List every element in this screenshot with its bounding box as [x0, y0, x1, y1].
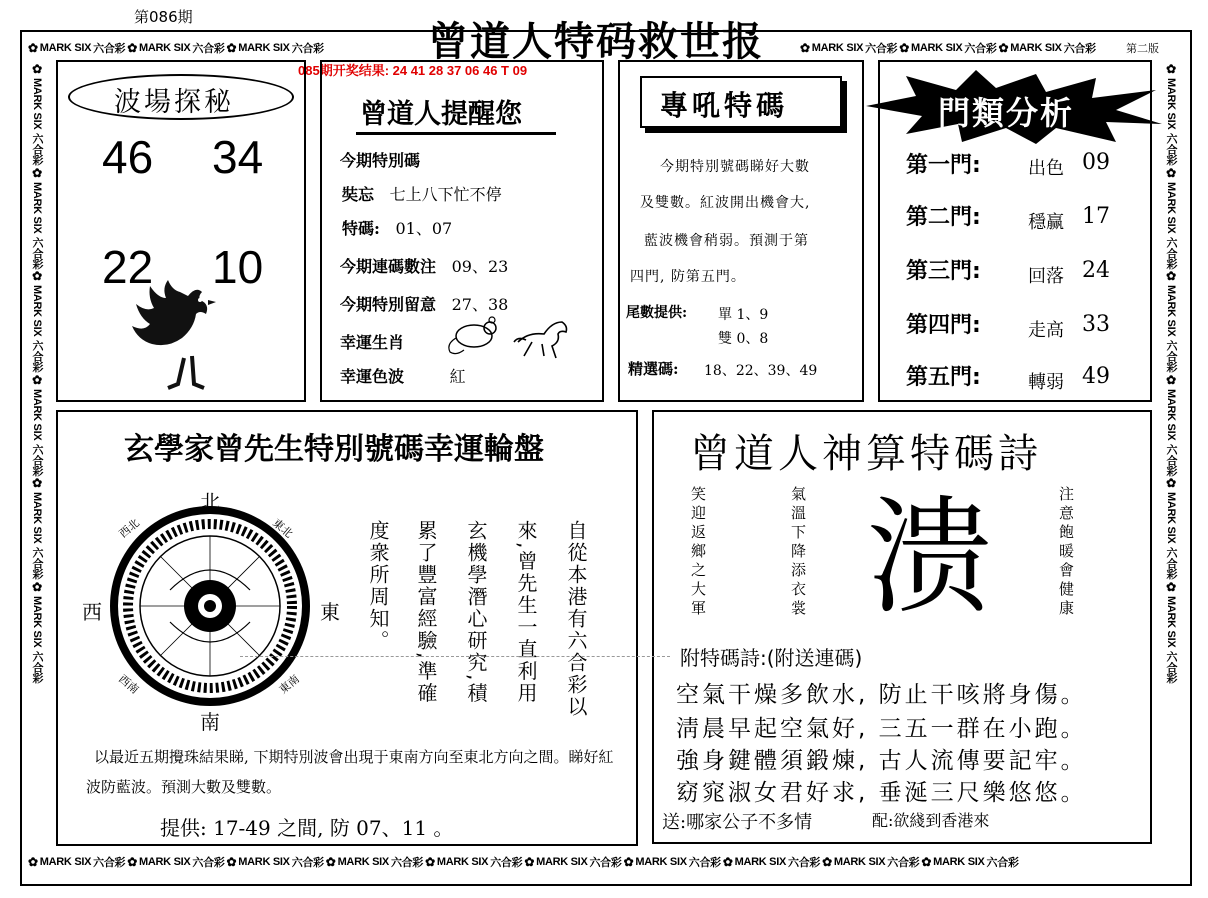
remind-row-label: 今期特別留意 — [340, 295, 437, 314]
brand-text-en: MARK SIX — [635, 856, 687, 868]
door-desc-1: 出色 — [1028, 158, 1064, 179]
border-strip-left — [26, 62, 48, 848]
remind-row-label: 奘忘 — [342, 185, 375, 204]
remind-row-4 — [340, 254, 508, 277]
tail-label: 尾數提供: — [626, 305, 688, 321]
brand-text-cn: 六合彩 — [291, 43, 324, 55]
direction-south: 南 — [200, 710, 220, 734]
door-num-1: 09 — [1082, 150, 1110, 175]
rooster-icon — [118, 278, 238, 398]
flower-icon: ✿ — [623, 855, 634, 869]
brand-text-cn: 六合彩 — [31, 547, 43, 580]
flower-icon: ✿ — [1166, 372, 1176, 387]
selected-label: 精選碼: — [628, 360, 679, 378]
direction-north: 北 — [200, 490, 220, 514]
edition-label: 第二版 — [1126, 42, 1159, 55]
remind-row-label: 今期連碼數注 — [340, 257, 437, 276]
door-num-5: 49 — [1082, 364, 1110, 389]
special-line-2: 及雙數。紅波開出機會大, — [640, 195, 811, 211]
wheel-footer: 提供: 17-49 之間, 防 07、11 。 — [160, 816, 454, 840]
wave-number-3: 22 — [102, 241, 154, 293]
door-row-3 — [906, 254, 981, 285]
border-strip-top-left — [26, 38, 418, 58]
brand-text-cn: 六合彩 — [390, 857, 424, 869]
flower-icon: ✿ — [1166, 269, 1176, 283]
wheel-column-3: 玄機學潛心研究,積 — [464, 520, 488, 705]
brand-text-cn: 六合彩 — [31, 133, 43, 166]
poem-side-column-3: 注意飽暖會健康 — [1057, 486, 1075, 619]
wave-number-4: 10 — [212, 241, 264, 293]
door-label: 第二門: — [906, 205, 981, 230]
brand-text-en: MARK SIX — [1165, 595, 1177, 647]
brand-text-en: MARK SIX — [536, 856, 588, 868]
flower-icon: ✿ — [524, 855, 535, 869]
flower-icon: ✿ — [722, 855, 733, 869]
border-strip-bottom — [26, 852, 1186, 872]
special-line-4: 四門, 防第五門。 — [630, 269, 746, 285]
brand-text-cn: 六合彩 — [31, 236, 43, 269]
brand-text-en: MARK SIX — [337, 856, 389, 868]
border-strip-right — [1160, 62, 1182, 848]
special-line-3: 藍波機會稍弱。預測于第 — [644, 233, 809, 249]
remind-row-value: 紅 — [449, 367, 466, 386]
special-line-1: 今期特別號碼睇好大數 — [660, 159, 810, 175]
issue-label: 第086期 — [134, 8, 193, 26]
wave-number-2: 34 — [212, 131, 264, 183]
brand-text-cn: 六合彩 — [93, 43, 126, 55]
flower-icon: ✿ — [1166, 165, 1176, 180]
flower-icon: ✿ — [1166, 476, 1176, 490]
poem-line-3: 強身鍵體須鍛煉, 古人流傳要記牢。 — [676, 748, 1087, 774]
direction-southeast: 東南 — [276, 672, 302, 697]
wave-title: 波場探秘 — [114, 87, 234, 118]
poem-line-2: 淸晨早起空氣好, 三五一群在小跑。 — [676, 716, 1087, 742]
brand-text-en: MARK SIX — [31, 492, 43, 544]
brand-text-en: MARK SIX — [31, 285, 43, 337]
brand-text-en: MARK SIX — [933, 856, 985, 868]
brand-text-cn: 六合彩 — [986, 857, 1019, 869]
flower-icon: ✿ — [899, 41, 910, 55]
brand-text-en: MARK SIX — [1165, 78, 1177, 130]
direction-northwest: 西北 — [116, 516, 142, 541]
brand-text-en: MARK SIX — [39, 42, 92, 54]
poem-gift: 送:哪家公子不多情 — [662, 812, 813, 833]
door-desc-2: 穩赢 — [1028, 212, 1064, 233]
poem-title: 曾道人神算特碼詩 — [690, 431, 1042, 477]
flower-icon: ✿ — [32, 269, 42, 283]
brand-text-cn: 六合彩 — [1063, 43, 1096, 55]
remind-row-value: 七上八下忙不停 — [389, 185, 502, 204]
brand-text-en: MARK SIX — [1165, 492, 1177, 544]
brand-text-cn: 六合彩 — [93, 857, 126, 869]
previous-result-line: 085期开奖结果: 24 41 28 37 06 46 T 09 — [298, 63, 528, 78]
brand-text-cn: 六合彩 — [192, 43, 225, 55]
brand-text-en: MARK SIX — [1165, 285, 1177, 337]
brand-text-en: MARK SIX — [1010, 42, 1062, 54]
poem-big-character: 溃 — [866, 484, 992, 631]
wheel-title: 玄學家曾先生特別號碼幸運輪盤 — [124, 432, 544, 467]
wave-number-1: 46 — [102, 131, 154, 183]
brand-text-cn: 六合彩 — [788, 857, 821, 869]
flower-icon: ✿ — [127, 41, 138, 55]
brand-text-en: MARK SIX — [833, 856, 886, 868]
flower-icon: ✿ — [822, 855, 832, 869]
door-num-3: 24 — [1082, 258, 1110, 283]
door-row-2 — [906, 200, 981, 231]
remind-row-2 — [342, 182, 502, 205]
doors-title: 門類分析 — [938, 94, 1075, 132]
door-desc-3: 回落 — [1028, 266, 1064, 287]
remind-row-label: 幸運色波 — [340, 367, 405, 386]
brand-text-cn: 六合彩 — [1165, 340, 1177, 373]
brand-text-cn: 六合彩 — [490, 857, 523, 869]
remind-title: 曾道人提醒您 — [360, 99, 522, 130]
flower-icon: ✿ — [32, 165, 42, 180]
door-desc-4: 走高 — [1028, 320, 1064, 341]
brand-text-en: MARK SIX — [31, 181, 43, 233]
tail-double: 雙 0、8 — [718, 331, 769, 347]
door-row-5 — [906, 360, 981, 391]
brand-text-en: MARK SIX — [31, 595, 43, 647]
flower-icon: ✿ — [325, 855, 336, 869]
rat-icon — [446, 312, 506, 356]
special-title: 專吼特碼 — [660, 89, 789, 122]
poem-pair: 配:欲綫到香港來 — [872, 811, 990, 830]
door-label: 第四門: — [906, 313, 981, 338]
brand-text-cn: 六合彩 — [589, 857, 622, 869]
remind-row-label: 今期特別碼 — [340, 151, 421, 170]
flower-icon: ✿ — [32, 372, 42, 387]
door-label: 第三門: — [906, 259, 981, 284]
door-row-4 — [906, 308, 981, 339]
brand-text-cn: 六合彩 — [865, 43, 898, 55]
brand-text-cn: 六合彩 — [31, 650, 43, 683]
brand-text-en: MARK SIX — [139, 42, 191, 54]
remind-row-3 — [342, 216, 452, 239]
brand-text-en: MARK SIX — [139, 856, 191, 868]
brand-text-cn: 六合彩 — [1165, 133, 1177, 166]
direction-west: 西 — [82, 600, 102, 624]
flower-icon: ✿ — [226, 41, 237, 55]
brand-text-en: MARK SIX — [1165, 181, 1177, 233]
poem-line-1: 空氣干燥多飲水, 防止干咳將身傷。 — [676, 682, 1087, 708]
flower-icon: ✿ — [127, 855, 138, 869]
door-label: 第五門: — [906, 365, 981, 390]
remind-row-1 — [340, 148, 420, 171]
remind-row-value: 09、23 — [451, 257, 509, 276]
brand-text-cn: 六合彩 — [291, 857, 324, 869]
brand-text-cn: 六合彩 — [964, 43, 997, 55]
flower-icon: ✿ — [28, 855, 38, 869]
door-row-1 — [906, 148, 981, 179]
brand-text-en: MARK SIX — [39, 856, 92, 868]
brand-text-en: MARK SIX — [734, 856, 787, 868]
remind-row-7 — [340, 364, 466, 387]
wheel-column-2: 來,曾先生一直利用 — [514, 520, 538, 705]
flower-icon: ✿ — [28, 41, 38, 55]
brand-text-cn: 六合彩 — [31, 443, 43, 476]
door-num-2: 17 — [1082, 204, 1110, 229]
remind-row-value: 27、38 — [451, 295, 509, 314]
flower-icon: ✿ — [1166, 62, 1176, 76]
flower-icon: ✿ — [800, 41, 810, 55]
door-num-4: 33 — [1082, 312, 1110, 337]
brand-text-en: MARK SIX — [436, 856, 489, 868]
brand-text-cn: 六合彩 — [1165, 236, 1177, 269]
brand-text-cn: 六合彩 — [1165, 547, 1177, 580]
door-desc-5: 轉弱 — [1028, 372, 1064, 393]
wheel-paragraph: 以最近五期攪珠結果睇, 下期特別波會出現于東南方向至東北方向之間。睇好紅波防藍波。預測大數及雙數。 — [86, 748, 614, 796]
remind-row-label: 幸運生肖 — [340, 333, 405, 352]
direction-east: 東 — [320, 600, 340, 624]
brand-text-en: MARK SIX — [911, 42, 963, 54]
brand-text-en: MARK SIX — [31, 388, 43, 440]
wheel-column-4: 累了豐富經驗,準確 — [414, 520, 438, 705]
brand-text-cn: 六合彩 — [192, 857, 225, 869]
brand-text-cn: 六合彩 — [1165, 443, 1177, 476]
flower-icon: ✿ — [32, 62, 42, 76]
wheel-column-1: 自從本港有六合彩以 — [564, 520, 588, 718]
brand-text-en: MARK SIX — [1165, 388, 1177, 440]
brand-text-en: MARK SIX — [238, 42, 290, 54]
flower-icon: ✿ — [998, 41, 1009, 55]
remind-row-6 — [340, 330, 404, 353]
wheel-column-5: 度衆所周知。 — [366, 520, 390, 652]
flower-icon: ✿ — [425, 855, 435, 869]
brand-text-en: MARK SIX — [31, 78, 43, 130]
poem-attach-label: 附特碼詩:(附送連碼) — [680, 646, 863, 670]
poem-line-4: 窈窕淑女君好求, 垂涎三尺樂悠悠。 — [676, 780, 1087, 806]
tail-single: 單 1、9 — [718, 307, 769, 323]
direction-northeast: 東北 — [270, 516, 296, 541]
brand-text-en: MARK SIX — [811, 42, 864, 54]
door-label: 第一門: — [906, 153, 981, 178]
brand-text-en: MARK SIX — [238, 856, 290, 868]
direction-southwest: 西南 — [116, 672, 142, 697]
masthead-title: 曾道人特码救世报 — [428, 19, 764, 65]
flower-icon: ✿ — [1166, 579, 1176, 594]
brand-text-cn: 六合彩 — [31, 340, 43, 373]
horse-icon — [512, 316, 574, 360]
flower-icon: ✿ — [32, 476, 42, 490]
brand-text-cn: 六合彩 — [688, 857, 721, 869]
flower-icon: ✿ — [226, 855, 237, 869]
brand-text-cn: 六合彩 — [887, 857, 920, 869]
remind-row-label: 特碼: — [342, 219, 380, 238]
flower-icon: ✿ — [32, 579, 42, 594]
brand-text-cn: 六合彩 — [1165, 650, 1177, 683]
flower-icon: ✿ — [921, 855, 932, 869]
remind-title-underline — [356, 132, 556, 135]
poem-side-column-1: 笑迎返鄉之大軍 — [689, 486, 707, 619]
remind-row-value: 01、07 — [395, 219, 453, 238]
poem-divider — [240, 656, 670, 657]
selected-numbers: 18、22、39、49 — [704, 363, 818, 379]
poem-side-column-2: 氣溫下降添衣裳 — [789, 486, 807, 619]
